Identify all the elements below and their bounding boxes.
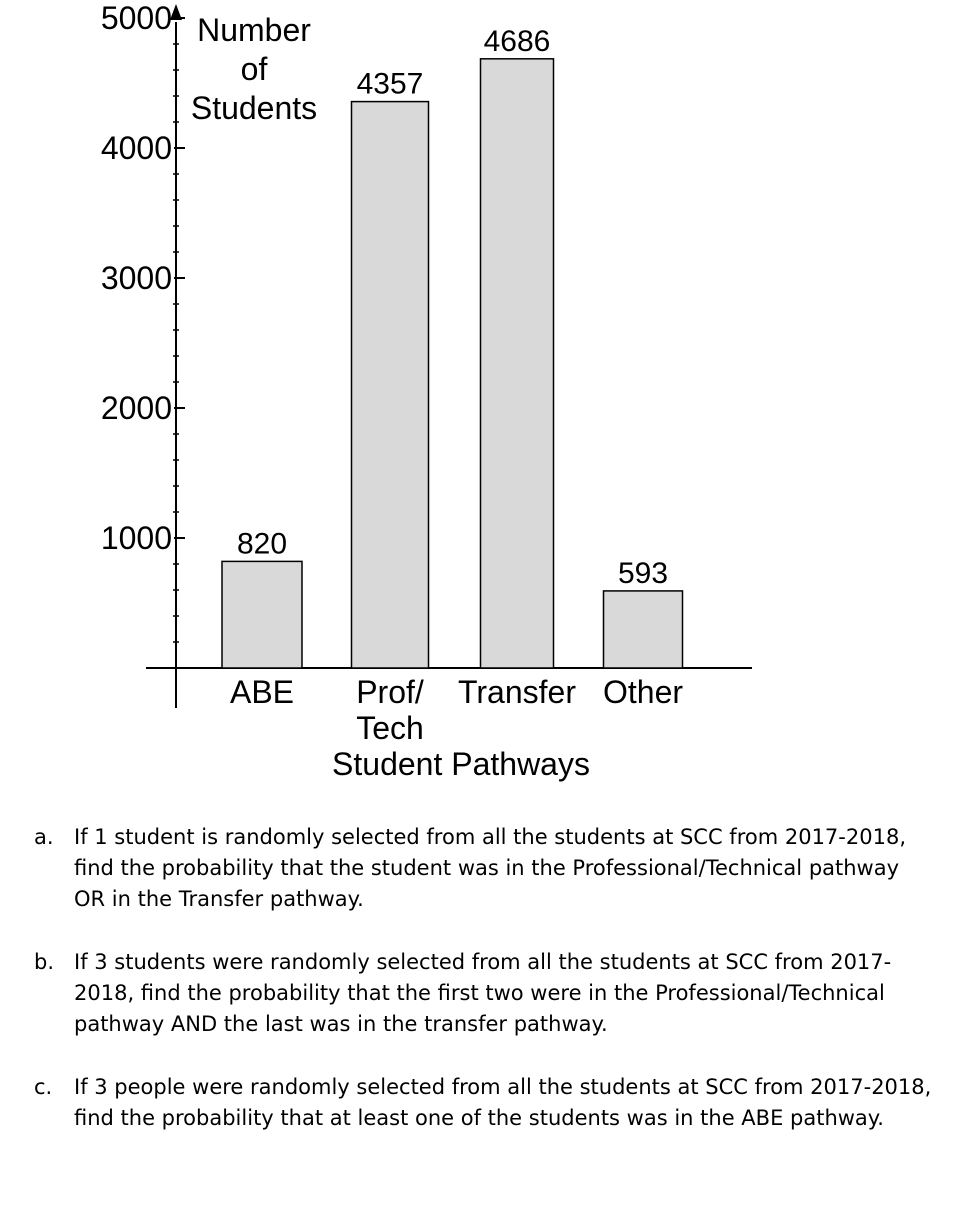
bar <box>222 561 302 668</box>
category-label: Other <box>602 674 684 710</box>
bar <box>604 591 683 668</box>
y-axis-title: Number <box>197 12 311 48</box>
value-label: 4686 <box>483 24 551 58</box>
category-label: Transfer <box>458 674 576 710</box>
x-axis-title: Student Pathways <box>332 746 590 782</box>
y-axis-title: of <box>240 51 268 87</box>
question-letter: b. <box>34 950 55 974</box>
bars <box>222 59 683 668</box>
y-tick-label: 2000 <box>100 390 172 426</box>
y-tick-label: 4000 <box>100 130 172 166</box>
value-label: 4357 <box>356 67 424 101</box>
y-axis-title: Students <box>190 90 318 126</box>
category-label: Tech <box>356 710 424 746</box>
bar <box>481 59 554 668</box>
question-letter: c. <box>34 1075 53 1099</box>
y-tick-label: 3000 <box>100 260 172 296</box>
category-label: Prof/ <box>356 674 424 710</box>
question-a <box>34 822 934 915</box>
y-tick-label: 1000 <box>100 520 172 556</box>
question-text: If 1 student is randomly selected from all the students at SCC from 2017-2018, find the probability that the student was in the Professional/Technical pathway OR in the Transfer pathway. <box>74 825 906 911</box>
bar <box>352 102 429 668</box>
question-text: If 3 people were randomly selected from all the students at SCC from 2017-2018, find the probability that at least one of the students was in the ABE pathway. <box>74 1075 932 1130</box>
question-letter: a. <box>34 825 54 849</box>
question-c <box>34 1072 934 1134</box>
value-label: 593 <box>617 556 669 590</box>
category-label: ABE <box>229 674 295 710</box>
question-b <box>34 947 934 1040</box>
question-list <box>34 822 934 1166</box>
question-text: If 3 students were randomly selected from all the students at SCC from 2017-2018, find the probability that the first two were in the Professional/Technical pathway AND the last was in the transfer pathway. <box>74 950 892 1036</box>
value-label: 820 <box>236 527 288 561</box>
y-tick-label: 5000 <box>100 0 172 36</box>
